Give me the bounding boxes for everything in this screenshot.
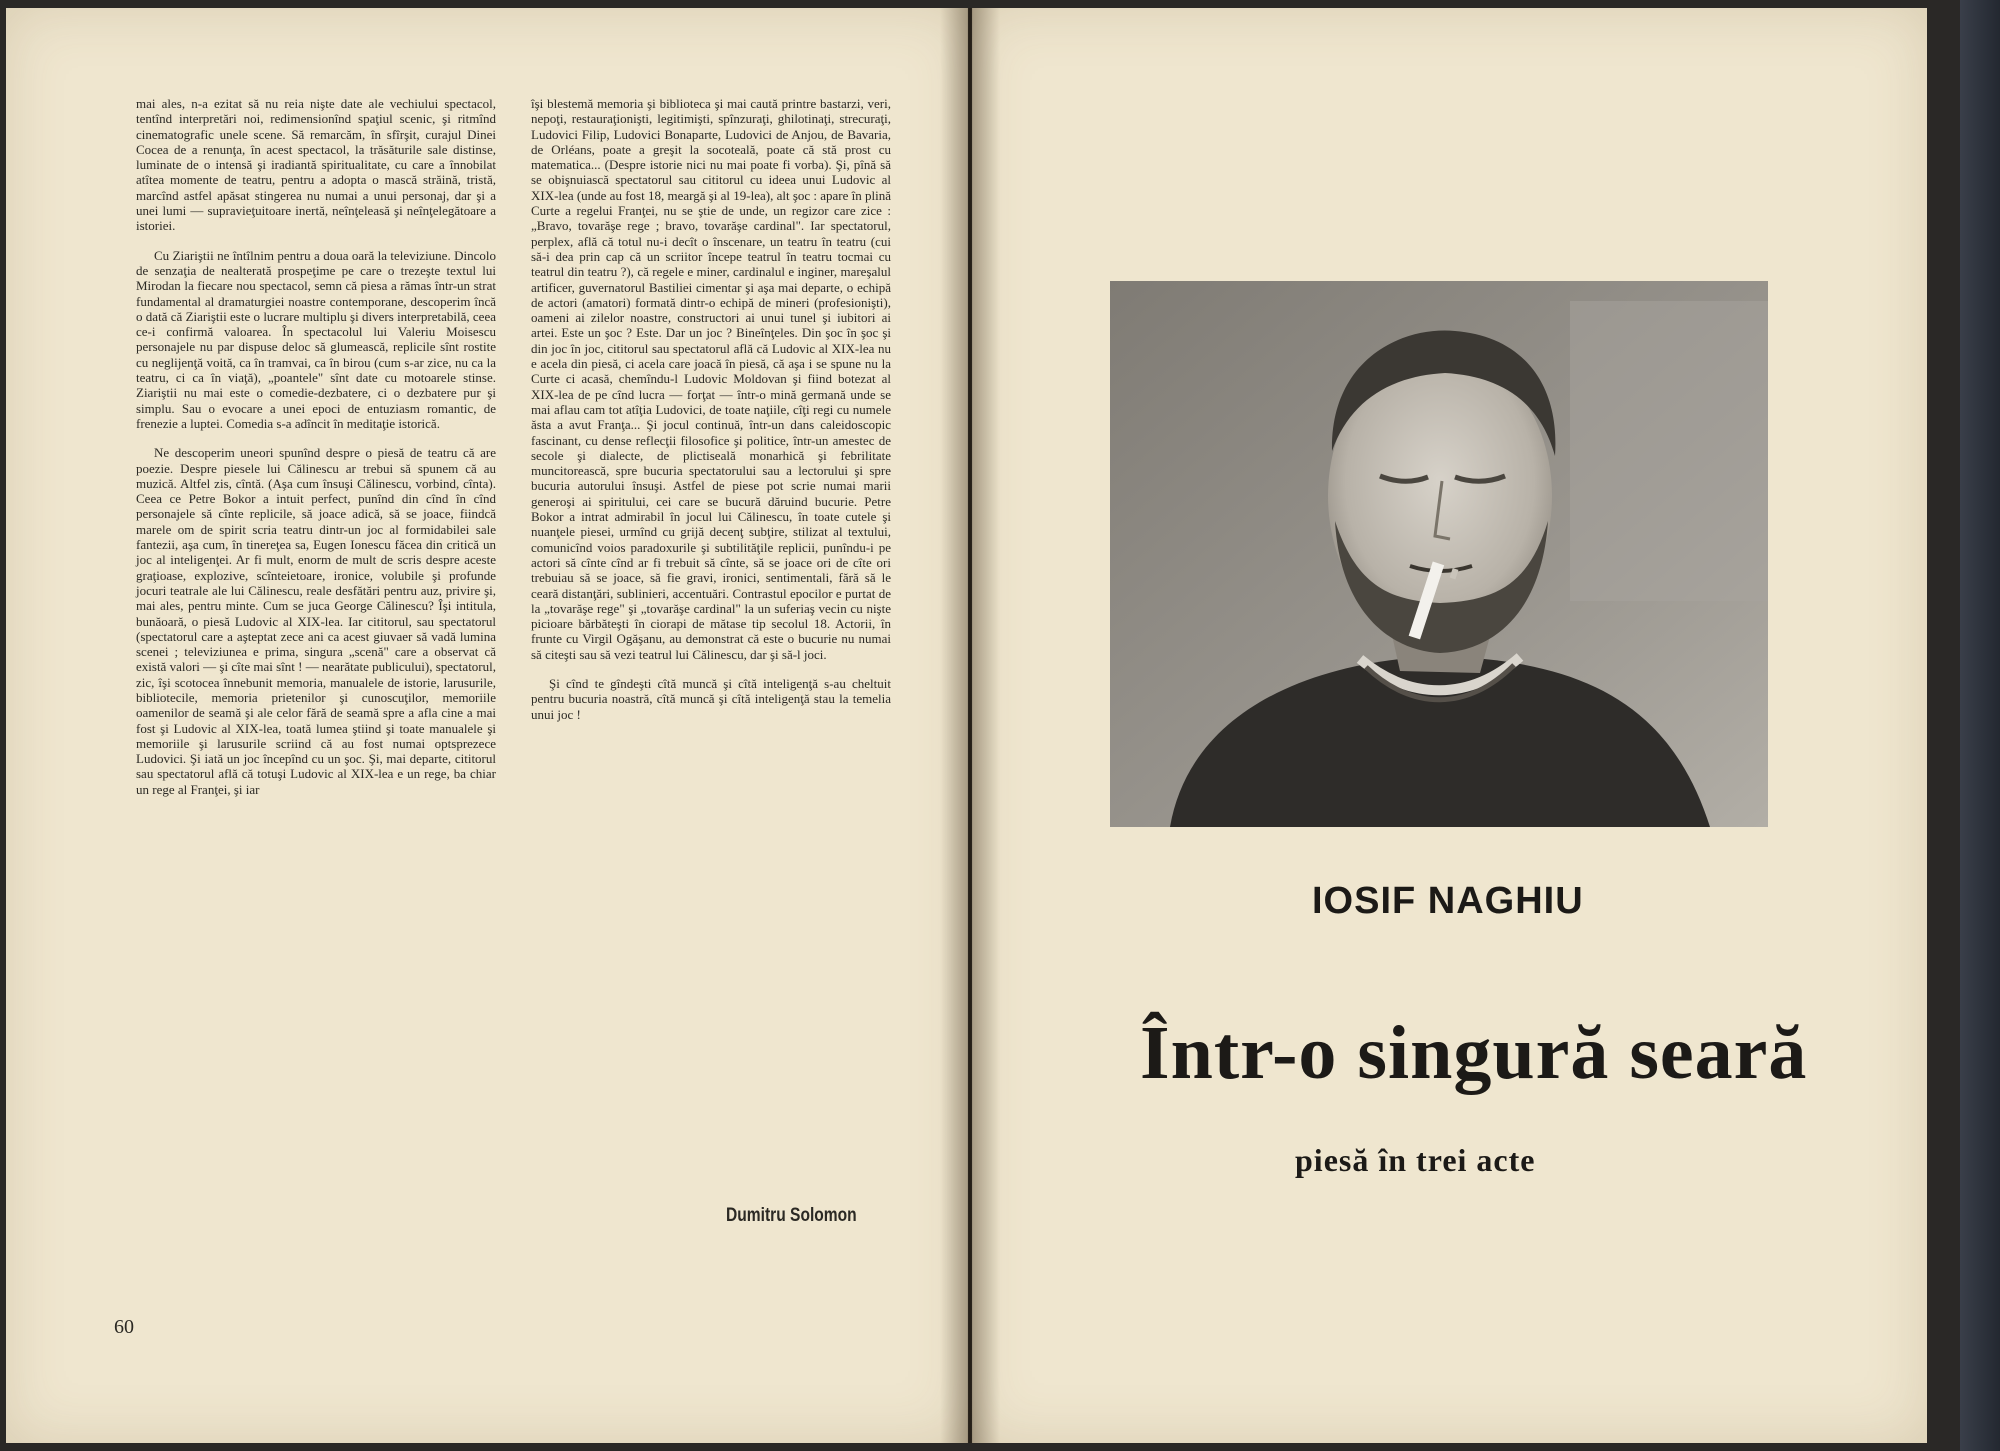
paragraph: Cu Ziariştii ne întîlnim pentru a doua oară la televiziune. Dincolo de senzaţia de nealterată prospeţime pe care o trezeşte textul lui Mirodan la fiecare nou spectacol, semn că piesa a rămas într-un strat fundamental al dramaturgiei noastre contemporane, descoperim încă o dată că Ziariştii este o lucrare multiplu şi divers interpretabilă, ceea ce-i confirmă valoarea. În spectacolul lui Valeriu Moisescu personajele nu par dispuse deloc să glumească, replicile sînt rostite cu neglijenţă voită, ca în tramvai, ca în birou (cum s-ar zice, nu ca la teatru, ci ca în viaţă), „poantele" sînt date cu motoarele stinse. Ziariştii nu mai este o comedie-dezbatere, ci o dezbatere pur şi simplu. Sau o evocare a unei epoci de entuziasm romantic, de frenezie a luptei. Comedia s-a adîncit în meditaţie istorică. [136,247,496,431]
article-column-1 [136,96,496,811]
paragraph: mai ales, n-a ezitat să nu reia nişte date ale vechiului spectacol, tentînd interpretări noi, redimensionînd spaţiul scenic, şi ritmînd cinematografic unele scene. Să remarcăm, în sfîrşit, curajul Dinei Cocea de a renunţa, în acest spectacol, la trăsăturile sale distinse, luminate de o intensă şi iradiantă spiritualitate, cu care a înnobilat atîtea momente de teatru, pentru a adopta o mască străină, tristă, marcînd astfel apăsat stingerea nu numai a unui personaj, dar şi a unei lumi — supravieţuitoare inertă, neînţeleasă şi neînţelegătoare a istoriei. [136,96,496,234]
author-portrait-photo [1110,281,1768,827]
author-signature: Dumitru Solomon [726,1205,857,1226]
play-title: Într-o singură seară [1140,1011,1808,1095]
book-cover-edge [1960,0,2000,1451]
portrait-illustration [1110,281,1768,827]
paragraph: Şi cînd te gîndeşti cîtă muncă şi cîtă inteligenţă s-au cheltuit pentru bucuria noastră, cîtă muncă şi cîtă inteligenţă stau la temelia unui joc ! [531,675,891,722]
play-subtitle: piesă în trei acte [1295,1142,1536,1178]
article-column-2 [531,96,891,736]
play-author: IOSIF NAGHIU [1312,880,1584,922]
paragraph: îşi blestemă memoria şi biblioteca şi mai caută printre bastarzi, veri, nepoţi, restauraţionişti, legitimişti, spînzuraţi, ghilotinaţi, strecuraţi, Ludovici Filip, Ludovici Bonaparte, Ludovici de Anjou, de Bavaria, de Orléans, poate a greşit la socoteală, poate că stă prost cu matematica... (Despre istorie nici nu mai poate fi vorba). Şi, pînă să se obişnuiască spectatorul sau cititorul cu ideea unui Ludovic al XIX-lea (unde au fost 18, meargă şi al 19-lea), alt şoc : apare în plină Curte a regelui Franţei, nu se ştie de unde, un regizor care zice : „Bravo, tovarăşe rege ; bravo, tovarăşe cardinal". Iar spectatorul, perplex, află că totul nu-i decît o înscenare, un teatru în teatru (cui să-i dea prin cap că un scriitor începe teatrul în teatru tocmai cu teatrul din teatru ?), că regele e miner, cardinalul e inginer, mareşalul artificer, guvernatorul Bastiliei cimentar şi aşa mai departe, o echipă de actori (amatori) formată dintr-o echipă de mineri (profesionişti), oameni ai zilelor noastre, constructori ai unui tunel şi iubitori ai artei. Este un şoc ? Este. Dar un joc ? Bineînţeles. Din şoc în şoc şi din joc în joc, cititorul sau spectatorul află că Ludovic al XIX-lea nu e acela din piesă, ci acela care joacă în piesă, că aşa i se spune nu la Curte ci acasă, chemîndu-l Ludovic Moldovan şi fiind botezat al XIX-lea de pe cînd lucra — forţat — într-o mină germană unde se mai aflau cam tot atîţia Ludovici, de toate naţiile, cîţi regi cu numele ăsta a avut Franţa... Şi jocul continuă, într-un dans caleidoscopic fascinant, cu dense reflecţii filosofice şi politice, într-un amestec de secole şi dialecte, de plictiseală monarhică şi febrilitate muncitorească, spre bucuria spectatorului sau a lectorului şi spre bucuria autorului însuşi. Astfel de piese pot scrie numai marii generoşi ai spiritului, cei care se bucură dăruind bucurie. Petre Bokor a intrat admirabil în jocul lui Călinescu, în toate cutele şi nuanţele piesei, urmînd cu grijă decenţ subţire, stilizat al textului, comunicînd voios paradoxurile şi subtilităţile replicii, punîndu-i pe actori să cînte cînd ar fi trebuit să cînte, să se joace ori de cîte ori trebuiau să se joace, să fie gravi, ironici, sentimentali, fără să le ceară distanţări, sublinieri, accentuări. Contrastul epocilor e purtat de la „tovarăşe rege" şi „tovarăşe cardinal" la un suferiaş vecin cu nişte picioare bărbăteşti în ciorapi de mătase tip secolul 18. Actorii, în frunte cu Virgil Ogăşanu, au demonstrat că este o bucurie nu numai să citeşti sau să vezi teatrul lui Călinescu, dar şi să-l joci. [531,96,892,662]
left-page [6,8,968,1443]
page-number: 60 [114,1316,134,1338]
paragraph: Ne descoperim uneori spunînd despre o piesă de teatru că are poezie. Despre piesele lui Călinescu ar trebui să spunem că au muzică. Altfel zis, cîntă. (Aşa cum însuşi Călinescu, vorbind, cînta). Ceea ce Petre Bokor a intuit perfect, punînd din cînd în cînd personajele să cînte replicile, să joace adică, să se joace, fiindcă marele om de spirit scria teatru dintr-un joc al formidabilei sale fantezii, aşa cum, în tinereţea sa, Eugen Ionescu făcea din critică un joc al inteligenţei. Ar fi mult, enorm de mult de scris despre aceste graţioase, explozive, scînteietoare, ironice, volubile şi profunde jocuri teatrale ale lui Călinescu, reale desfătări pentru auz, privire şi, mai ales, pentru minte. Cum se juca George Călinescu? Îşi intitula, bunăoară, o piesă Ludovic al XIX-lea. Iar cititorul, sau spectatorul (spectatorul care a aşteptat zece ani ca acest giuvaer să vadă lumina scenei ; televiziunea e prima, singura „scenă" care a observat că există valori — şi cîte mai sînt ! — nearătate publicului), spectatorul, zic, îşi scotocea înnebunit memoria, manualele de istorie, larusurile, bibliotecile, memoria prietenilor şi cunoscuţilor, memoriile oamenilor de seamă şi ale celor fără de seamă spre a afla cine a mai fost şi Ludovic al XIX-lea, toată lumea ştiind şi toate manualele şi memoriile şi larusurile scriind că au fost numai optsprezece Ludovici. Şi iată un joc începînd cu un şoc. Şi, mai departe, cititorul sau spectatorul află că totuşi Ludovic al XIX-lea e un rege, ba chiar un rege al Franţei, şi iar [136,445,496,797]
